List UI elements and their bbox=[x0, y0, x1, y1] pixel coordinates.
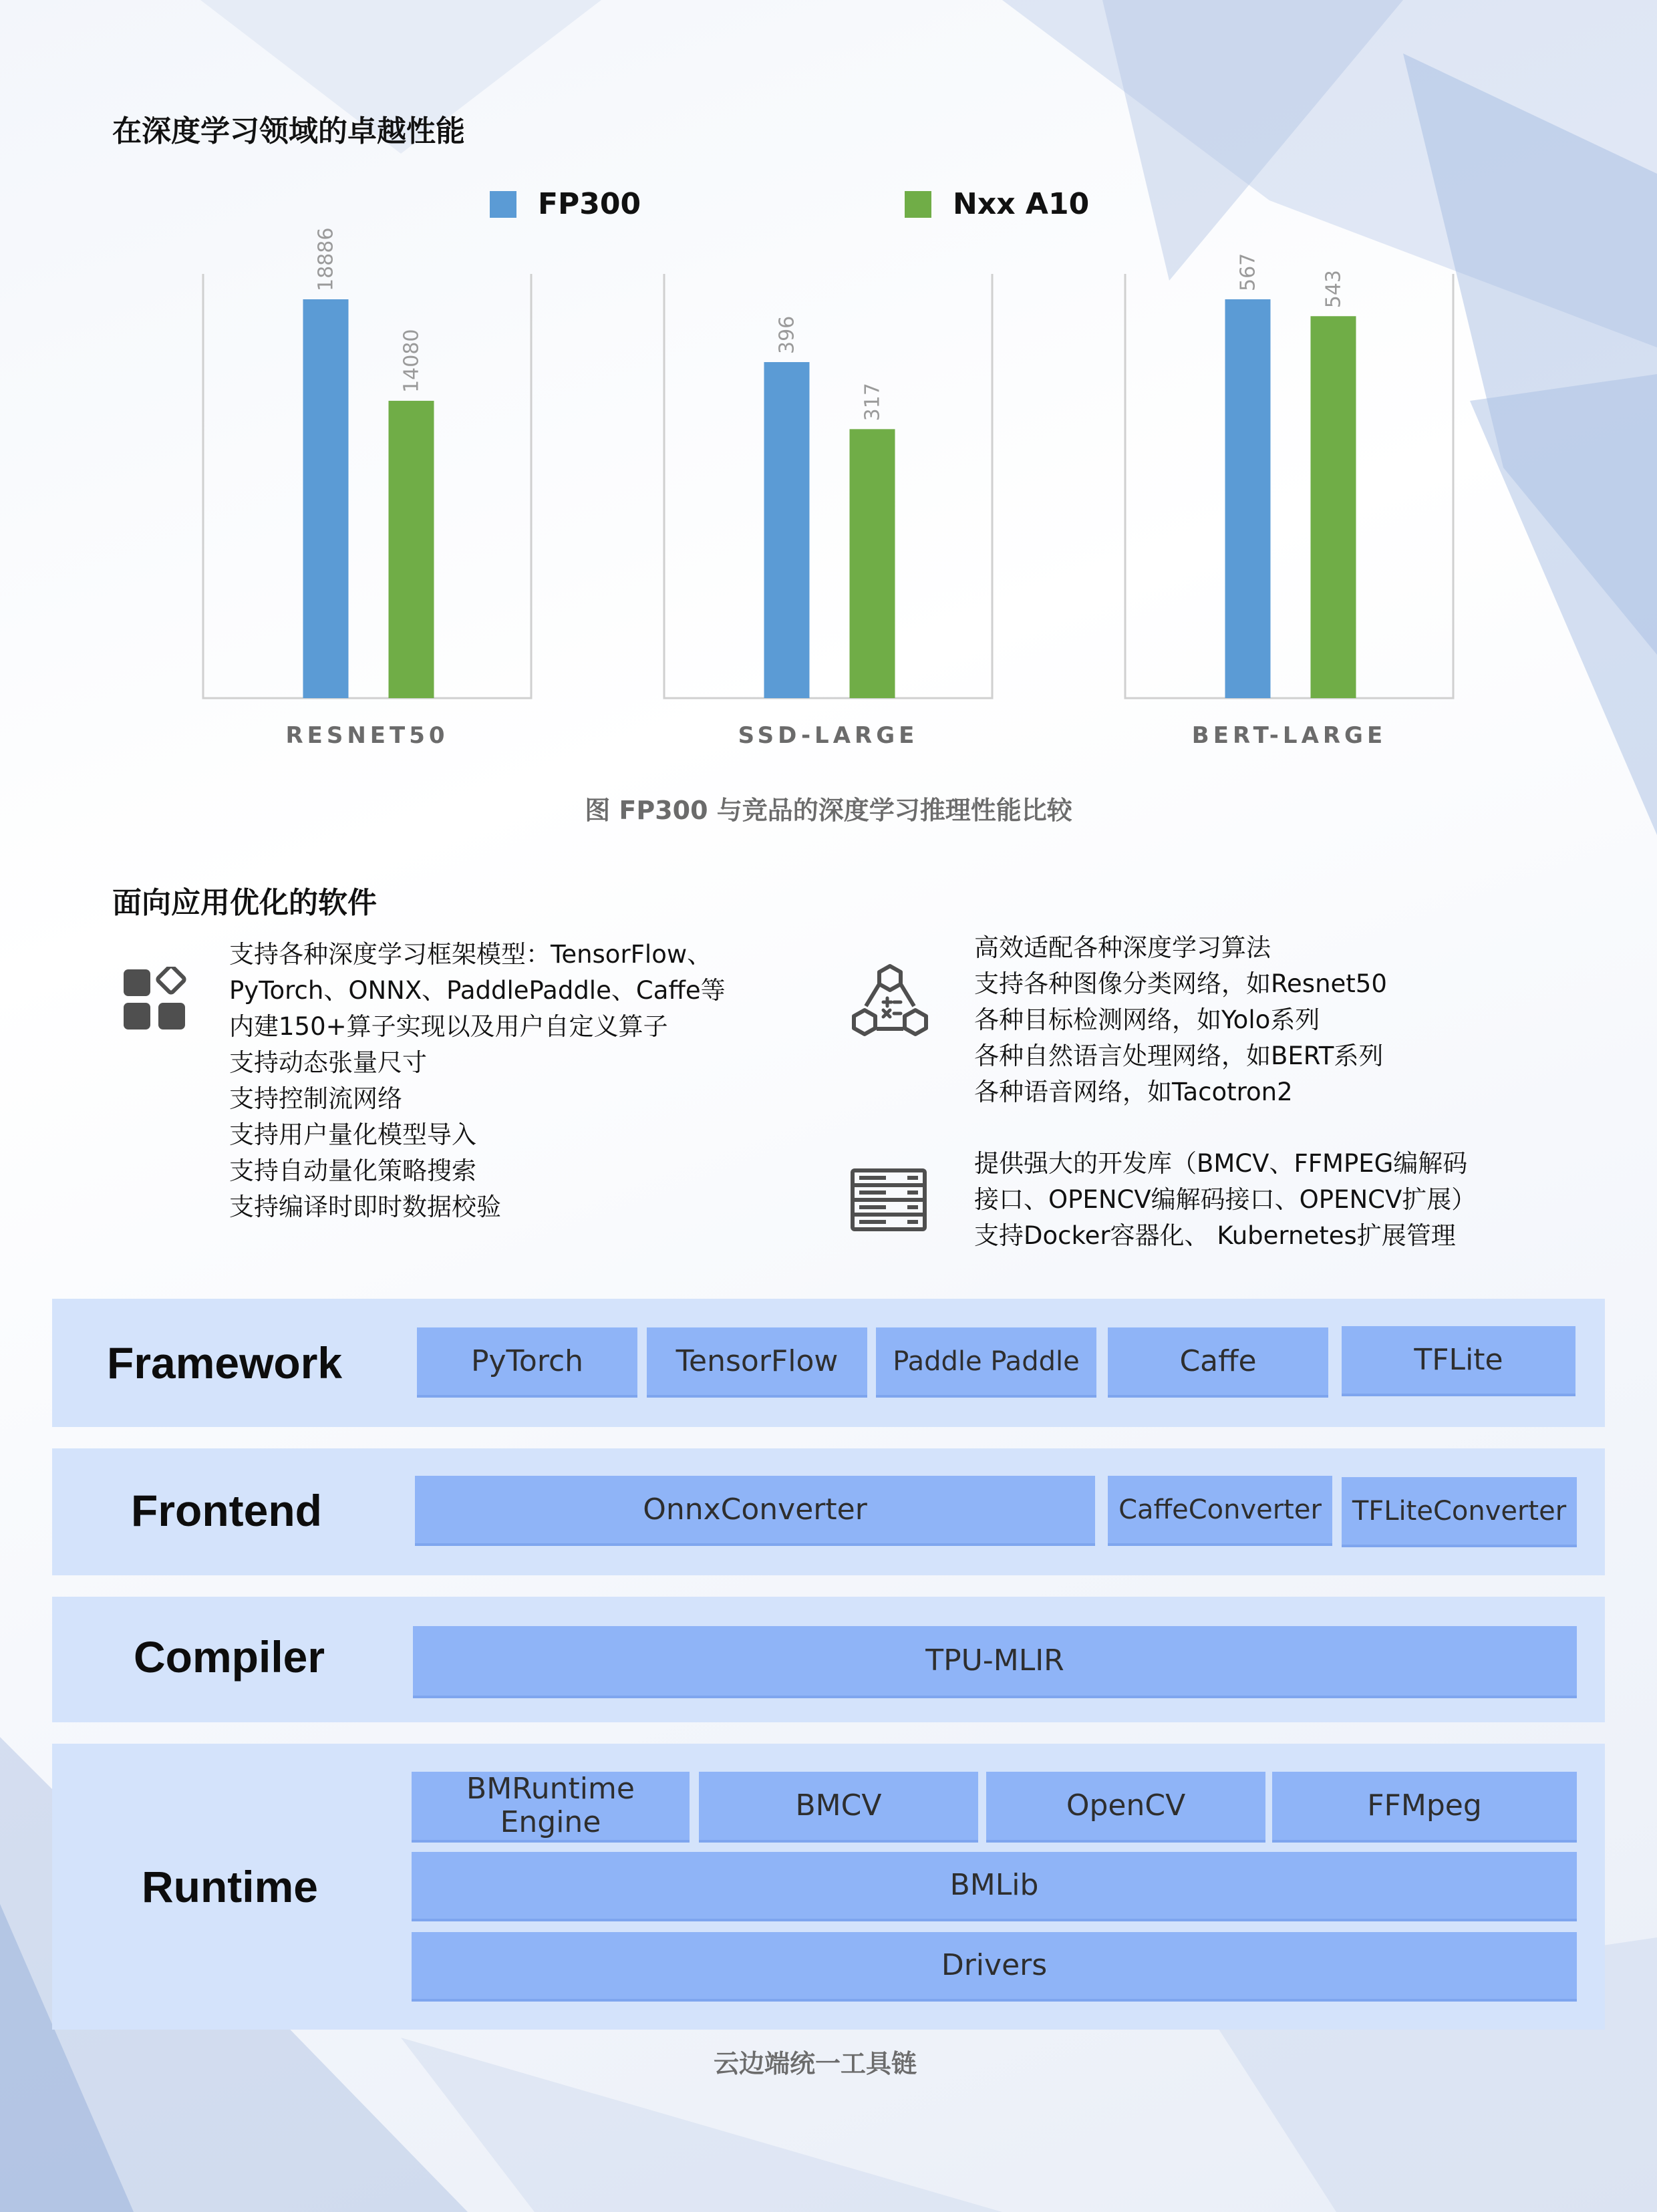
frontend-caffe-converter: CaffeConverter bbox=[1108, 1476, 1332, 1546]
algorithm-network-icon bbox=[850, 962, 930, 1042]
compiler-tpu-mlir: TPU-MLIR bbox=[413, 1626, 1577, 1698]
algorithm-support-list bbox=[974, 930, 1387, 1110]
data-label: 317 bbox=[861, 383, 885, 422]
chart-panel-frame bbox=[664, 274, 992, 698]
framework-layer-title: Framework bbox=[107, 1338, 343, 1388]
list-item: 支持控制流网络 bbox=[229, 1084, 402, 1113]
software-heading: 面向应用优化的软件 bbox=[112, 886, 377, 920]
chart-panel-frame bbox=[203, 274, 531, 698]
chart-group-bert-large bbox=[1125, 253, 1453, 749]
list-item: 支持自动量化策略搜索 bbox=[229, 1156, 476, 1185]
performance-heading: 在深度学习领域的卓越性能 bbox=[112, 114, 465, 148]
list-item: 各种语音网络，如Tacotron2 bbox=[974, 1078, 1293, 1106]
runtime-layer-title: Runtime bbox=[142, 1862, 318, 1911]
server-stack-icon bbox=[850, 1168, 927, 1232]
framework-paddle-paddle: Paddle Paddle bbox=[876, 1327, 1096, 1398]
data-label: 396 bbox=[775, 315, 799, 354]
bar-nxx-a10-ssd-large bbox=[850, 429, 895, 698]
list-item: 内建150+算子实现以及用户自定义算子 bbox=[229, 1012, 668, 1041]
data-label: 543 bbox=[1322, 270, 1346, 309]
apps-grid-icon bbox=[122, 967, 189, 1034]
framework-tensorflow: TensorFlow bbox=[647, 1327, 867, 1398]
runtime-layer bbox=[52, 1744, 1605, 2030]
chart-group-resnet50 bbox=[203, 228, 531, 749]
list-item: 支持各种图像分类网络，如Resnet50 bbox=[974, 969, 1387, 998]
bar-fp300-bert-large bbox=[1225, 299, 1271, 698]
list-item: 支持动态张量尺寸 bbox=[229, 1048, 427, 1077]
list-item: 各种自然语言处理网络，如BERT系列 bbox=[974, 1042, 1384, 1070]
list-item: 支持各种深度学习框架模型：TensorFlow、 bbox=[229, 940, 712, 969]
runtime-ffmpeg: FFMpeg bbox=[1272, 1772, 1577, 1843]
framework-tflite: TFLite bbox=[1342, 1326, 1575, 1396]
bar-fp300-resnet50 bbox=[303, 299, 349, 698]
framework-support-list bbox=[229, 937, 726, 1225]
bar-nxx-a10-bert-large bbox=[1311, 316, 1356, 698]
frontend-onnx-converter: OnnxConverter bbox=[415, 1476, 1095, 1546]
stack-caption: 云边端统一工具链 bbox=[713, 2049, 917, 2078]
list-item: 提供强大的开发库（BMCV、FFMPEG编解码 bbox=[974, 1149, 1468, 1178]
dev-library-list bbox=[974, 1146, 1476, 1254]
frontend-layer bbox=[52, 1448, 1605, 1575]
frontend-layer-title: Frontend bbox=[131, 1486, 322, 1535]
list-item: 支持Docker容器化、 Kubernetes扩展管理 bbox=[974, 1221, 1456, 1250]
legend-label-fp300: FP300 bbox=[538, 187, 641, 221]
category-label: SSD-LARGE bbox=[738, 722, 919, 749]
performance-bar-chart bbox=[0, 0, 1657, 768]
list-item: PyTorch、ONNX、PaddlePaddle、Caffe等 bbox=[229, 976, 726, 1005]
chart-panel-frame bbox=[1125, 274, 1453, 698]
list-item: 支持编译时即时数据校验 bbox=[229, 1193, 501, 1221]
bar-nxx-a10-resnet50 bbox=[389, 401, 434, 698]
legend-label-nxx-a10: Nxx A10 bbox=[953, 187, 1090, 221]
runtime-bmruntime-engine: BMRuntime Engine bbox=[412, 1772, 690, 1843]
data-label: 567 bbox=[1236, 253, 1260, 291]
list-item: 接口、OPENCV编解码接口、OPENCV扩展） bbox=[974, 1185, 1477, 1214]
chart-caption: 图 FP300 与竞品的深度学习推理性能比较 bbox=[585, 796, 1072, 825]
list-item: 支持用户量化模型导入 bbox=[229, 1120, 476, 1149]
list-item: 各种目标检测网络，如Yolo系列 bbox=[974, 1005, 1320, 1034]
framework-pytorch: PyTorch bbox=[417, 1327, 637, 1398]
runtime-bmlib: BMLib bbox=[412, 1852, 1577, 1921]
compiler-layer-title: Compiler bbox=[134, 1632, 325, 1682]
compiler-layer bbox=[52, 1597, 1605, 1722]
data-label: 18886 bbox=[314, 227, 338, 291]
category-label: RESNET50 bbox=[285, 722, 449, 749]
chart-group-ssd-large bbox=[664, 274, 992, 749]
framework-caffe: Caffe bbox=[1108, 1327, 1328, 1398]
runtime-drivers: Drivers bbox=[412, 1932, 1577, 2002]
category-label: BERT-LARGE bbox=[1191, 722, 1387, 749]
list-item: 高效适配各种深度学习算法 bbox=[974, 933, 1271, 962]
runtime-opencv: OpenCV bbox=[986, 1772, 1265, 1843]
framework-layer bbox=[52, 1299, 1605, 1427]
bar-fp300-ssd-large bbox=[764, 362, 810, 698]
runtime-bmcv: BMCV bbox=[699, 1772, 978, 1843]
data-label: 14080 bbox=[400, 329, 424, 393]
frontend-tflite-converter: TFLiteConverter bbox=[1342, 1477, 1577, 1547]
